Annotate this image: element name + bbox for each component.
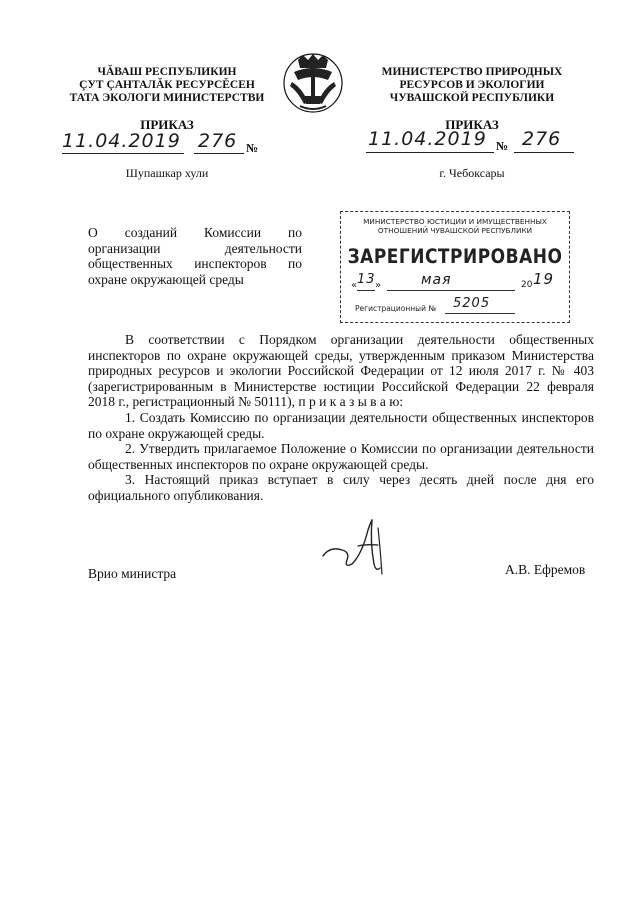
right-number-sign: № <box>496 139 509 153</box>
left-place: Шупашкар хули <box>125 166 209 180</box>
stamp-org <box>341 217 569 235</box>
right-ministry-name <box>362 66 582 105</box>
stamp-reg-underline <box>445 313 515 314</box>
body-item-3: 3. Настоящий приказ вступает в силу через десять дней после дня его официального опубликования. <box>88 472 594 503</box>
body-item-2: 2. Утвердить прилагаемое Положение о Комиссии по организации деятельности общественных инспекторов по охране окружающей среды. <box>88 441 594 472</box>
left-number-sign: № <box>246 141 259 155</box>
signatory-name: А.В. Ефремов <box>505 562 586 577</box>
stamp-year: 19 <box>533 270 555 288</box>
stamp-day: 13 <box>357 272 376 287</box>
body-paragraph-1: В соответствии с Порядком организации деятельности общественных инспекторов по охране окружающей среды, утвержденным приказом Министерства природных ресурсов и экологии Российской Федерации от 12 июля 2017 г. № 403 (зарегистрированным в Министерстве юстиции Российской Федерации 22 февраля 2018 г., регистрационный № 50111), п р и к а з ы в а ю: <box>88 332 594 410</box>
right-place: г. Чебоксары <box>439 166 505 180</box>
subject-line4: охране окружающей среды <box>88 271 244 287</box>
emblem-icon <box>282 52 344 114</box>
right-ministry-line1: МИНИСТЕРСТВО ПРИРОДНЫХ <box>381 66 563 78</box>
left-number-underline <box>194 153 244 154</box>
stamp-reg-label: Регистрационный № <box>355 304 437 313</box>
right-ministry-line2: РЕСУРСОВ И ЭКОЛОГИИ <box>399 79 545 91</box>
left-order-date: 11.04.2019 <box>62 130 181 152</box>
registration-stamp: МИНИСТЕРСТВО ЮСТИЦИИ И ИМУЩЕСТВЕННЫХ ОТНОШЕНИЙ ЧУВАШСКОЙ РЕСПУБЛИКИ ЗАРЕГИСТРИРОВАНО « 13 » мая 20 19 Регистрационный № 5205 <box>340 211 570 323</box>
stamp-title: ЗАРЕГИСТРИРОВАНО <box>347 245 563 269</box>
right-date-underline <box>366 152 494 153</box>
right-order-date: 11.04.2019 <box>368 128 487 150</box>
stamp-month: мая <box>421 272 452 288</box>
subject-line2: организации деятельности <box>88 240 302 256</box>
left-ministry-name <box>52 66 282 105</box>
left-ministry-line3: ТАТА ЭКОЛОГИ МИНИСТЕРСТВИ <box>69 92 265 104</box>
stamp-org-line1: МИНИСТЕРСТВО ЮСТИЦИИ И ИМУЩЕСТВЕННЫХ <box>363 217 547 226</box>
stamp-org-line2: ОТНОШЕНИЙ ЧУВАШСКОЙ РЕСПУБЛИКИ <box>377 226 533 235</box>
subject-line1: О созданий Комиссии по <box>88 225 302 240</box>
signatory-position: Врио министра <box>88 566 177 581</box>
body-item-1: 1. Создать Комиссию по организации деятельности общественных инспекторов по охране окружающей среды. <box>88 409 594 441</box>
right-order-title: ПРИКАЗ <box>445 117 499 132</box>
order-body <box>88 332 594 504</box>
order-subject <box>88 225 302 287</box>
left-date-underline <box>62 153 184 154</box>
right-number-underline <box>514 152 574 153</box>
right-ministry-line3: ЧУВАШСКОЙ РЕСПУБЛИКИ <box>389 92 555 104</box>
right-order-number: 276 <box>522 128 562 150</box>
stamp-year-prefix: 20 <box>521 280 533 290</box>
left-order-number: 276 <box>198 130 238 152</box>
signature-icon <box>320 516 390 578</box>
left-order-title: ПРИКАЗ <box>140 117 194 132</box>
left-ministry-line2: ÇУТ ÇАНТАЛĂК РЕСУРСĔСЕН <box>79 79 255 91</box>
subject-line3: общественных инспекторов по <box>88 256 302 271</box>
left-ministry-line1: ЧĂВАШ РЕСПУБЛИКИН <box>97 66 237 78</box>
stamp-reg-number: 5205 <box>453 296 491 311</box>
